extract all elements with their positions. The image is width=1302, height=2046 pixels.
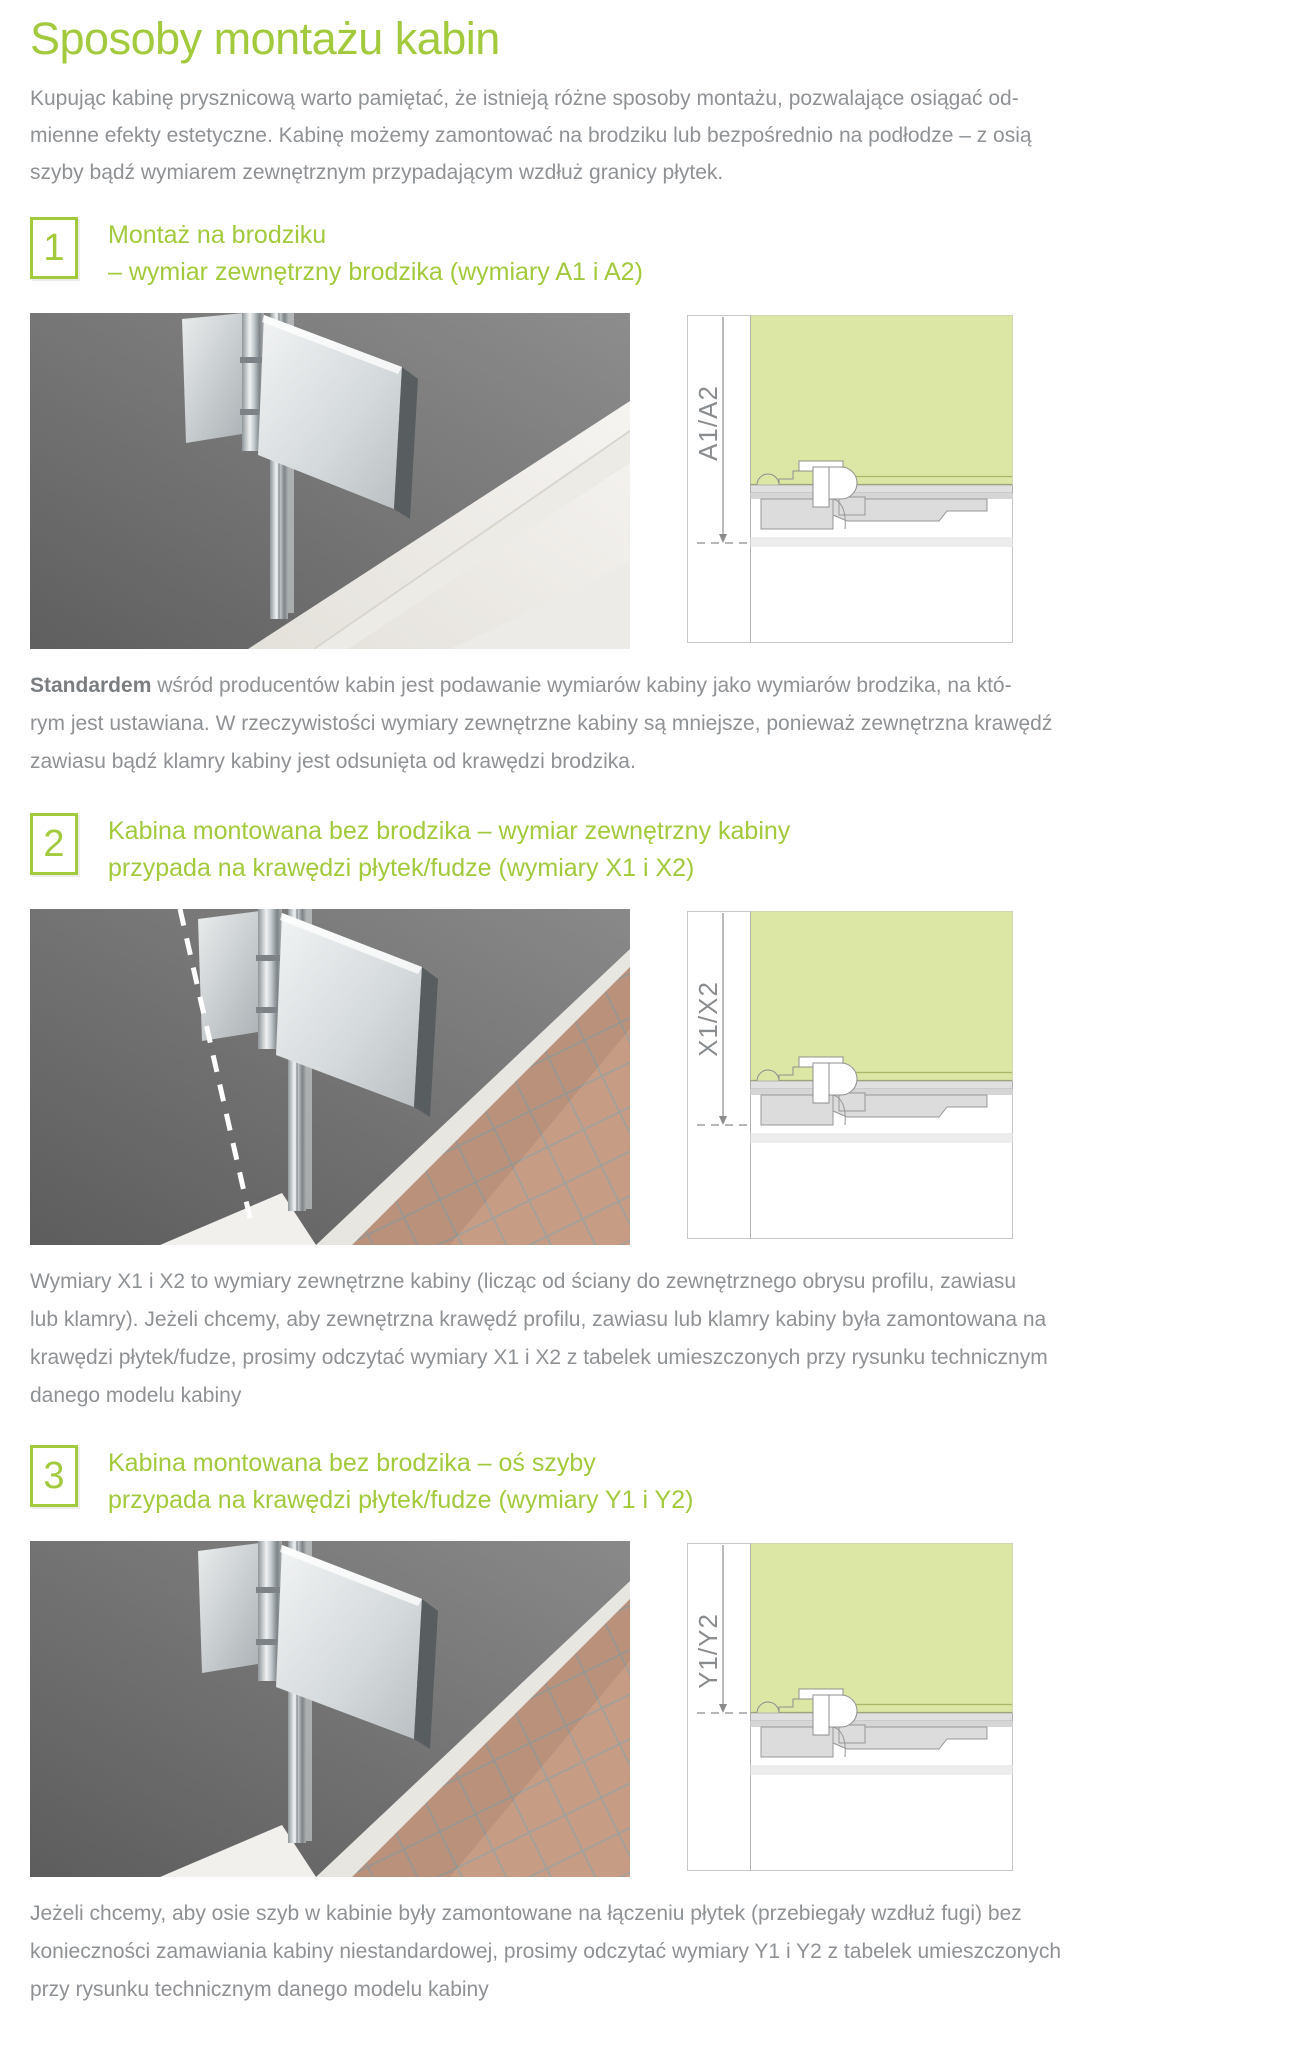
section-2-heading-line2: przypada na krawędzi płytek/fudze (wymiary X1 i X2) [108,854,695,882]
intro-line: Kupując kabinę prysznicową warto pamiętać, że istnieją różne sposoby montażu, pozwalające osiągać od- [30,87,1019,110]
section-2-heading [108,813,790,887]
intro-line: szyby bądź wymiarem zewnętrznym przypadającym wzdłuż granicy płytek. [30,161,724,184]
note-line: rym jest ustawiana. W rzeczywistości wymiary zewnętrzne kabiny są mniejsze, ponieważ zewnętrzna krawędź [30,712,1053,735]
note-line: przy rysunku technicznym danego modelu kabiny [30,1978,489,2001]
section-3-heading-line2: przypada na krawędzi płytek/fudze (wymiary Y1 i Y2) [108,1486,694,1514]
section-1-heading [108,217,643,291]
tiles-photo-illustration-dashed [30,909,630,1245]
dimension-label-a1-a2: A1/A2 [693,385,723,461]
section-2-diagram [687,911,1013,1239]
intro-paragraph [30,80,1270,191]
diagram-y1-y2 [687,1543,1013,1871]
note-line: wśród producentów kabin jest podawanie wymiarów kabiny jako wymiarów brodzika, na któ- [151,674,1012,697]
note-line: danego modelu kabiny [30,1384,242,1407]
section-1-heading-line1: Montaż na brodziku [108,221,327,249]
note-line: krawędzi płytek/fudze, prosimy odczytać wymiary X1 i X2 z tabelek umieszczonych przy rysunku technicznym [30,1346,1048,1369]
note-bold-lead: Standardem [30,674,152,697]
section-3-diagram [687,1543,1013,1871]
section-2-media-row [30,909,1270,1245]
section-2-photo-tiles-dashed [30,909,630,1245]
section-3-media-row [30,1541,1270,1877]
section-1-note [30,667,1270,781]
intro-line: mienne efekty estetyczne. Kabinę możemy zamontować na brodziku lub bezpośrednio na podłodze – z osią [30,124,1032,147]
diagram-a1-a2 [687,315,1013,643]
section-3-heading [108,1445,693,1519]
section-2-header [30,813,1270,887]
dimension-label-x1-x2: X1/X2 [693,981,723,1057]
note-line: zawiasu bądź klamry kabiny jest odsunięta od krawędzi brodzika. [30,750,636,773]
section-3-number-badge: 3 [30,1445,78,1507]
section-1-header [30,217,1270,291]
section-1-number-badge: 1 [30,217,78,279]
section-1-diagram [687,315,1013,643]
note-line: Jeżeli chcemy, aby osie szyb w kabinie były zamontowane na łączeniu płytek (przebiegały wzdłuż fugi) bez [30,1902,1022,1925]
section-2-note [30,1263,1270,1415]
section-3-photo-tiles [30,1541,630,1877]
section-3-note [30,1895,1270,2009]
section-3-heading-line1: Kabina montowana bez brodzika – oś szyby [108,1449,596,1477]
section-1-heading-line2: – wymiar zewnętrzny brodzika (wymiary A1 i A2) [108,258,643,286]
diagram-x1-x2 [687,911,1013,1239]
section-2-number-badge: 2 [30,813,78,875]
note-line: konieczności zamawiania kabiny niestandardowej, prosimy odczytać wymiary Y1 i Y2 z tabelek umieszczonych [30,1940,1062,1963]
section-1-media-row [30,313,1270,649]
dimension-label-y1-y2: Y1/Y2 [693,1613,723,1689]
note-line: Wymiary X1 i X2 to wymiary zewnętrzne kabiny (licząc od ściany do zewnętrznego obrysu profilu, zawiasu [30,1270,1017,1293]
tiles-photo-illustration [30,1541,630,1877]
section-1-photo-shower-tray [30,313,630,649]
section-3-header [30,1445,1270,1519]
shower-tray-photo-illustration [30,313,630,649]
section-2-heading-line1: Kabina montowana bez brodzika – wymiar zewnętrzny kabiny [108,817,791,845]
note-line: lub klamry). Jeżeli chcemy, aby zewnętrzna krawędź profilu, zawiasu lub klamry kabiny była zamontowana na [30,1308,1047,1331]
page-title: Sposoby montażu kabin [30,13,500,64]
